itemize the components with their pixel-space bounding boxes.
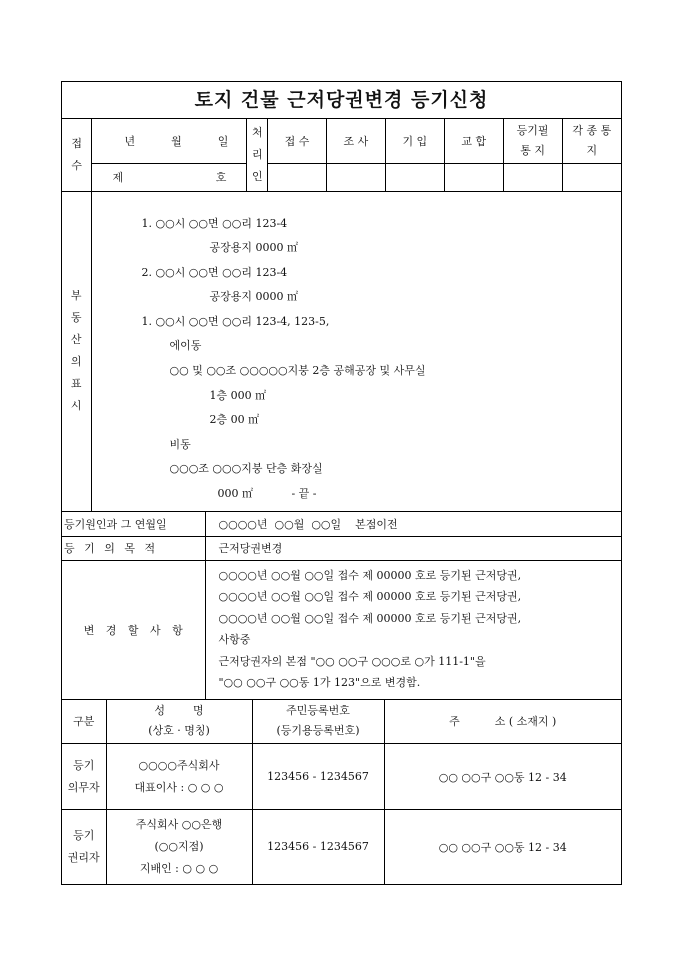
party-type: 등기 권리자 xyxy=(62,810,106,884)
receipt-number: 제 호 xyxy=(92,163,247,191)
change-line: "○○ ○○구 ○○동 1가 123"으로 변경함. xyxy=(218,676,421,689)
cell-verify-blank xyxy=(444,163,503,191)
party-address: ○○ ○○구 ○○동 12 - 34 xyxy=(384,810,621,884)
col-receipt: 접 수 xyxy=(268,119,327,163)
details-table xyxy=(62,512,621,700)
property-line: 1. ○○시 ○○면 ○○리 123-4, 123-5, xyxy=(141,314,330,328)
parties-table xyxy=(62,700,621,884)
party-name: ○○○○주식회사 대표이사 : ○ ○ ○ xyxy=(106,744,252,810)
header-address: 주 소 ( 소재지 ) xyxy=(384,700,621,744)
header-type: 구분 xyxy=(62,700,106,744)
changes-value xyxy=(205,560,621,699)
property-line: 2. ○○시 ○○면 ○○리 123-4 xyxy=(141,265,288,279)
changes-label: 변 경 할 사 항 xyxy=(62,560,205,699)
change-line: ○○○○년 ○○월 ○○일 접수 제 00000 호로 등기된 근저당권, xyxy=(218,568,522,582)
property-line: 에이동 xyxy=(169,339,202,353)
change-line: ○○○○년 ○○월 ○○일 접수 제 00000 호로 등기된 근저당권, xyxy=(218,611,522,625)
cause-value: ○○○○년 ○○월 ○○일 본점이전 xyxy=(205,512,621,536)
party-id: 123456 - 1234567 xyxy=(252,744,384,810)
col-completion-notice: 등기필 통 지 xyxy=(503,119,562,163)
change-line: ○○○○년 ○○월 ○○일 접수 제 00000 호로 등기된 근저당권, xyxy=(218,590,522,603)
application-form xyxy=(61,81,622,885)
cell-various-blank xyxy=(562,163,621,191)
property-line: 2층 00 ㎡ xyxy=(209,413,260,427)
property-line: 공장용지 0000 ㎡ xyxy=(209,290,298,304)
col-entry: 기 입 xyxy=(385,119,444,163)
property-line: 비동 xyxy=(169,437,191,451)
property-line: ○○ 및 ○○조 ○○○○○지붕 2층 공해공장 및 사무실 xyxy=(169,364,426,378)
form-title: 토지 건물 근저당권변경 등기신청 xyxy=(62,82,621,119)
property-line: 공장용지 0000 ㎡ xyxy=(209,241,298,255)
receipt-table xyxy=(62,119,621,192)
process-label: 처 리 인 xyxy=(247,119,268,191)
party-id: 123456 - 1234567 xyxy=(252,810,384,884)
cell-receipt-blank xyxy=(268,163,327,191)
property-line: 1. ○○시 ○○면 ○○리 123-4 xyxy=(141,216,288,230)
property-label: 부 동 산 의 표 시 xyxy=(62,192,91,512)
party-name: 주식회사 ○○은행 (○○지점) 지배인 : ○ ○ ○ xyxy=(106,810,252,884)
party-address: ○○ ○○구 ○○동 12 - 34 xyxy=(384,744,621,810)
col-review: 조 사 xyxy=(326,119,385,163)
party-type: 등기 의무자 xyxy=(62,744,106,810)
property-line: 1층 000 ㎡ xyxy=(209,388,267,402)
purpose-value: 근저당권변경 xyxy=(205,536,621,560)
property-line: ○○○조 ○○○지붕 단층 화장실 xyxy=(169,462,323,476)
cause-label: 등기원인과 그 연월일 xyxy=(62,512,205,536)
col-various-notice: 각 종 통 지 xyxy=(562,119,621,163)
change-line: 근저당권자의 본점 "○○ ○○구 ○○○로 ○가 111-1"을 xyxy=(218,654,486,668)
cell-completion-blank xyxy=(503,163,562,191)
header-name: 성 명 (상호 · 명칭) xyxy=(106,700,252,744)
property-table xyxy=(62,192,621,513)
property-line: 000 ㎡ - 끝 - xyxy=(217,487,317,501)
receipt-date: 년 월 일 xyxy=(92,119,247,163)
cell-review-blank xyxy=(326,163,385,191)
col-verify: 교 합 xyxy=(444,119,503,163)
property-description xyxy=(91,192,621,512)
change-line: 사항중 xyxy=(218,633,251,646)
receipt-label: 접 수 xyxy=(62,119,92,191)
header-id: 주민등록번호 (등기용등록번호) xyxy=(252,700,384,744)
cell-entry-blank xyxy=(385,163,444,191)
purpose-label: 등 기 의 목 적 xyxy=(62,536,205,560)
